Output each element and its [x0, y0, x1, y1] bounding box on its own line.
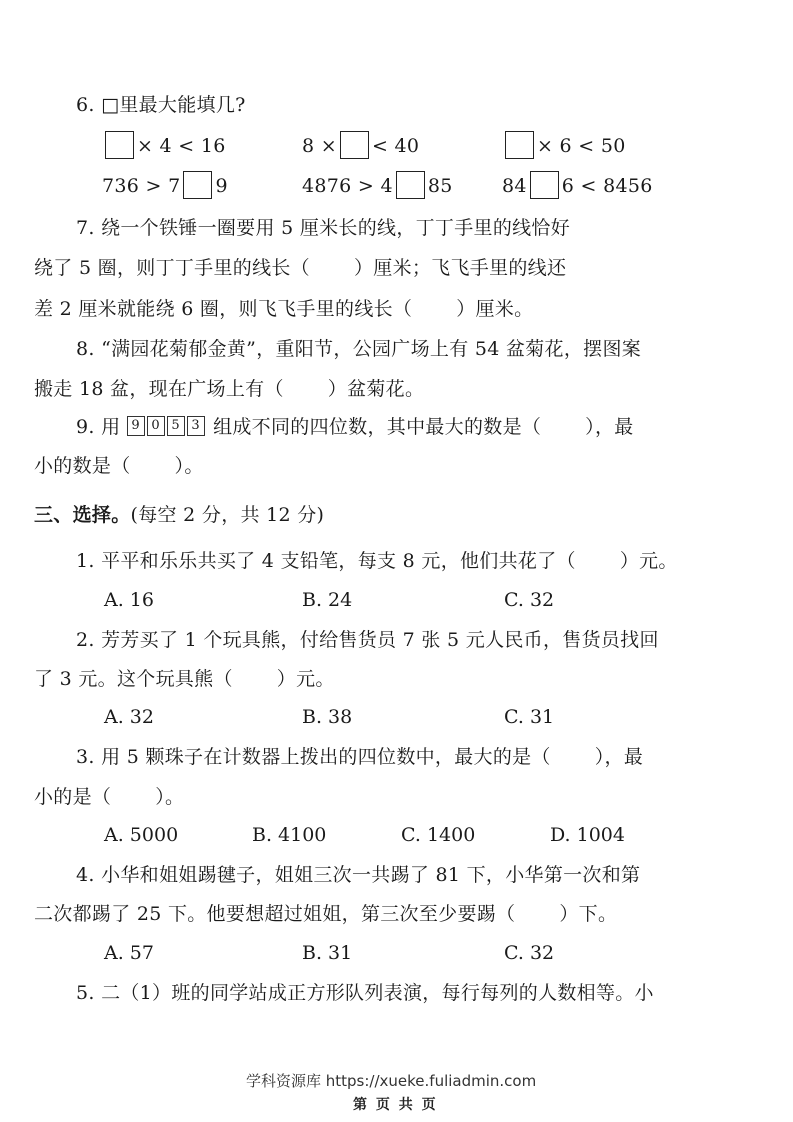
- c1-line-1: 1. 平平和乐乐共买了 4 支铅笔，每支 8 元，他们共花了（ ）元。: [76, 550, 678, 572]
- digit-card: 5: [167, 416, 185, 436]
- q6-expr-1: × 4 < 16: [102, 133, 226, 161]
- section-3-heading: 三、选择。(每空 2 分，共 12 分): [34, 504, 325, 526]
- q8-line-1: 8. “满园花菊郁金黄”，重阳节，公园广场上有 54 盆菊花，摆图案: [76, 338, 642, 360]
- q7-line-1: 7. 绕一个铁锤一圈要用 5 厘米长的线，丁丁手里的线恰好: [76, 217, 571, 239]
- answer-box[interactable]: [530, 171, 559, 199]
- q6-expr-2: 8 × < 40: [302, 133, 419, 161]
- answer-box[interactable]: [505, 131, 534, 159]
- answer-box[interactable]: [396, 171, 425, 199]
- c2-option-c[interactable]: C. 31: [504, 706, 555, 728]
- digit-card: 0: [147, 416, 165, 436]
- c4-option-c[interactable]: C. 32: [504, 942, 555, 964]
- digit-card: 9: [127, 416, 145, 436]
- c2-option-a[interactable]: A. 32: [104, 706, 154, 728]
- c4-option-b[interactable]: B. 31: [302, 942, 353, 964]
- c3-option-c[interactable]: C. 1400: [401, 824, 476, 846]
- q6-expr-6: 84 6 < 8456: [502, 173, 653, 201]
- c2-line-2: 了 3 元。这个玩具熊（ ）元。: [34, 668, 335, 690]
- digit-card: 3: [187, 416, 205, 436]
- footer-site: 学科资源库 https://xueke.fuliadmin.com: [246, 1072, 537, 1090]
- q6-expr-5: 4876 > 4 85: [302, 173, 453, 201]
- c1-option-b[interactable]: B. 24: [302, 589, 353, 611]
- q6-expr-4: 736 > 7 9: [102, 173, 228, 201]
- q8-line-2: 搬走 18 盆，现在广场上有（ ）盆菊花。: [34, 378, 425, 400]
- c2-line-1: 2. 芳芳买了 1 个玩具熊，付给售货员 7 张 5 元人民币，售货员找回: [76, 629, 659, 651]
- c3-option-d[interactable]: D. 1004: [550, 824, 625, 846]
- c1-option-a[interactable]: A. 16: [104, 589, 154, 611]
- c3-option-b[interactable]: B. 4100: [252, 824, 327, 846]
- c4-line-2: 二次都踢了 25 下。他要想超过姐姐，第三次至少要踢（ ）下。: [34, 903, 618, 925]
- c3-line-1: 3. 用 5 颗珠子在计数器上拨出的四位数中，最大的是（ ），最: [76, 746, 644, 768]
- q9-line-1: 9. 用 9 0 5 3 组成不同的四位数，其中最大的数是（ ），最: [76, 416, 634, 438]
- c4-option-a[interactable]: A. 57: [104, 942, 154, 964]
- q7-line-2: 绕了 5 圈，则丁丁手里的线长（ ）厘米；飞飞手里的线还: [34, 257, 567, 279]
- c2-option-b[interactable]: B. 38: [302, 706, 353, 728]
- q6-expr-3: × 6 < 50: [502, 133, 626, 161]
- c1-option-c[interactable]: C. 32: [504, 589, 555, 611]
- q6-title: 6. □里最大能填几?: [76, 94, 246, 116]
- answer-box[interactable]: [340, 131, 369, 159]
- q7-line-3: 差 2 厘米就能绕 6 圈，则飞飞手里的线长（ ）厘米。: [34, 298, 534, 320]
- q9-line-2: 小的数是（ ）。: [34, 455, 204, 477]
- c3-option-a[interactable]: A. 5000: [104, 824, 179, 846]
- answer-box[interactable]: [183, 171, 212, 199]
- footer-page: 第 页 共 页: [353, 1097, 438, 1113]
- c5-line-1: 5. 二（1）班的同学站成正方形队列表演，每行每列的人数相等。小: [76, 982, 654, 1004]
- c3-line-2: 小的是（ ）。: [34, 786, 185, 808]
- c4-line-1: 4. 小华和姐姐踢毽子，姐姐三次一共踢了 81 下，小华第一次和第: [76, 864, 641, 886]
- answer-box[interactable]: [105, 131, 134, 159]
